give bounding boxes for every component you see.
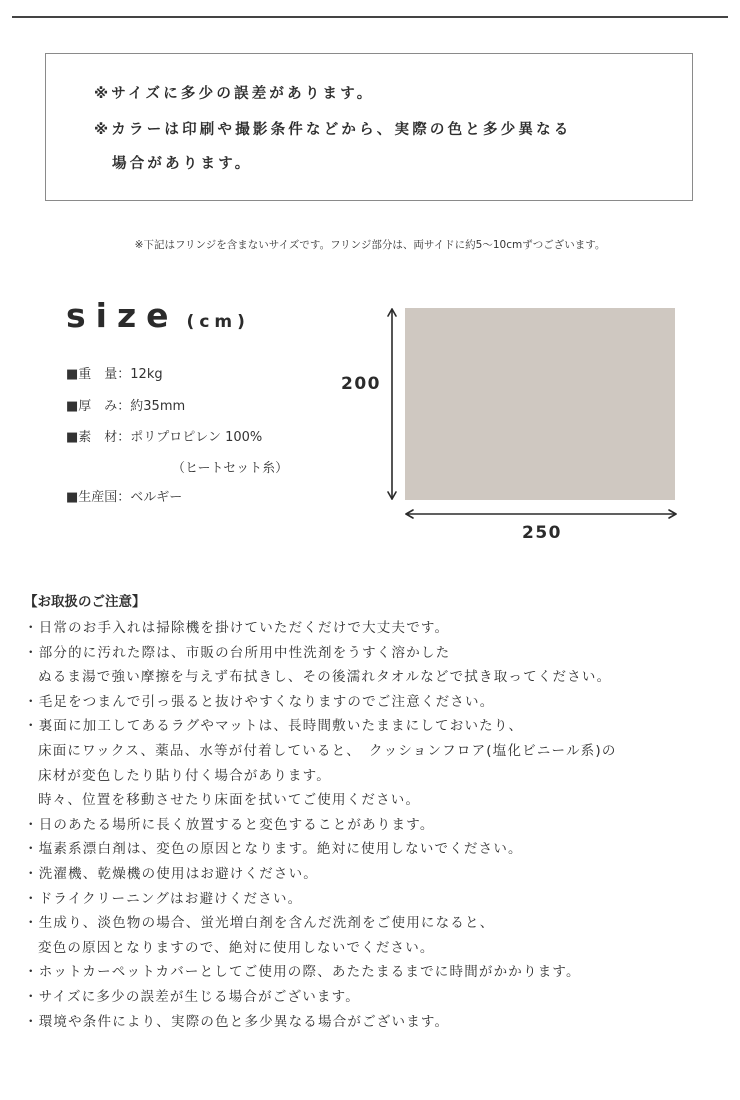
size-unit: (cm) xyxy=(186,312,250,332)
spec-weight: ■重 量：12kg xyxy=(66,367,163,382)
care-line: 床材が変色したり貼り付く場合があります。 xyxy=(38,767,331,784)
care-heading: 【お取扱のご注意】 xyxy=(24,594,146,610)
care-line: ・生成り、淡色物の場合、蛍光増白剤を含んだ洗剤をご使用になると、 xyxy=(24,915,495,932)
care-line: ・環境や条件により、実際の色と多少異なる場合がございます。 xyxy=(24,1013,450,1030)
care-line: 変色の原因となりますので、絶対に使用しないでください。 xyxy=(38,939,435,956)
height-arrow-bottom-head xyxy=(388,492,396,499)
spec-thickness: ■厚 み：約35mm xyxy=(66,399,186,414)
spec-material: ■素 材：ポリプロピレン 100% xyxy=(66,430,263,445)
notice-color-difference: ※カラーは印刷や撮影条件などから、実際の色と多少異なる xyxy=(94,122,572,138)
care-line: ・裏面に加工してあるラグやマットは、長時間敷いたままにしておいたり、 xyxy=(24,718,524,735)
care-line: ・サイズに多少の誤差が生じる場合がございます。 xyxy=(24,988,360,1005)
care-line: ・毛足をつまんで引っ張ると抜けやすくなりますのでご注意ください。 xyxy=(24,693,495,710)
notice-color-difference-cont: 場合があります。 xyxy=(112,156,253,172)
notice-box xyxy=(45,53,693,201)
spec-origin: ■生産国：ベルギー xyxy=(66,490,183,505)
height-label: 200 xyxy=(341,374,381,394)
care-line: ・日常のお手入れは掃除機を掛けていただくだけで大丈夫です。 xyxy=(24,620,450,636)
rug-swatch xyxy=(405,308,675,500)
care-line: ・ドライクリーニングはお避けください。 xyxy=(24,890,303,907)
top-divider xyxy=(12,16,728,18)
care-line: ぬるま湯で強い摩擦を与えず布拭きし、その後濡れタオルなどで拭き取ってください。 xyxy=(38,669,612,686)
spec-material-note: （ヒートセット糸） xyxy=(172,461,289,476)
care-list xyxy=(24,616,736,1034)
care-line: ・部分的に汚れた際は、市販の台所用中性洗剤をうすく溶かした xyxy=(24,644,451,661)
width-arrow-right-head xyxy=(669,510,676,518)
fringe-note: ※下記はフリンジを含まないサイズです。フリンジ部分は、両サイドに約5～10cmずつございます。 xyxy=(134,239,606,251)
size-word: size xyxy=(66,296,179,335)
height-arrow-top-head xyxy=(388,309,396,316)
width-arrow-left-head xyxy=(406,510,413,518)
notice-size-error: ※サイズに多少の誤差があります。 xyxy=(94,86,375,102)
care-line: 時々、位置を移動させたり床面を拭いてご使用ください。 xyxy=(38,792,421,809)
care-line: 床面にワックス、薬品、水等が付着していると、 クッションフロア(塩化ビニール系)の xyxy=(38,742,617,759)
care-line: ・塩素系漂白剤は、変色の原因となります。絶対に使用しないでください。 xyxy=(24,841,523,858)
width-label: 250 xyxy=(522,523,562,543)
care-line: ・洗濯機、乾燥機の使用はお避けください。 xyxy=(24,865,318,882)
care-line: ・ホットカーペットカバーとしてご使用の際、あたたまるまでに時間がかかります。 xyxy=(24,964,581,981)
size-title xyxy=(66,296,250,335)
care-line: ・日のあたる場所に長く放置すると変色することがあります。 xyxy=(24,816,435,833)
